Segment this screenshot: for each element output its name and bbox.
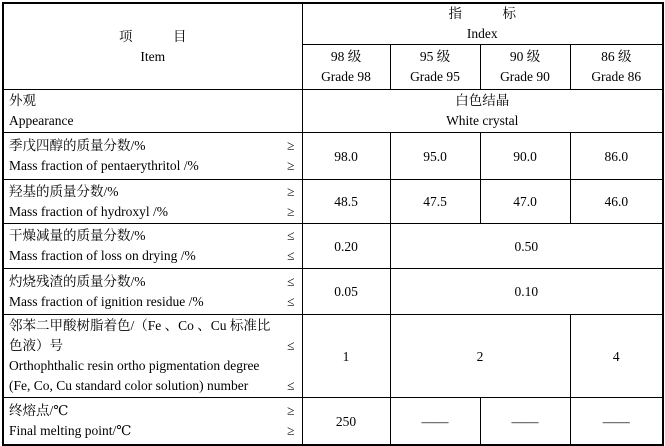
value-cell: 95.0 (390, 133, 480, 180)
pigmentation-label-zh: 邻苯二甲酸树脂着色/（Fe 、Co 、Cu 标准比色液）号 (9, 318, 271, 353)
grade-95-header-cell (390, 45, 480, 90)
gte-symbol: ≥ (287, 403, 295, 418)
appearance-value-en: White crystal (446, 113, 519, 128)
grade-90-zh: 90 级 (509, 49, 541, 64)
pentaerythritol-label-en: Mass fraction of pentaerythritol /% (9, 158, 199, 173)
value-cell: 46.0 (570, 180, 663, 224)
loss-on-drying-label-zh: 干燥减量的质量分数/% (9, 228, 146, 243)
lte-symbol: ≤ (287, 293, 295, 309)
grade-90-header-cell (480, 45, 570, 90)
grade-90-en: Grade 90 (500, 69, 550, 84)
value-cell: 250 (302, 398, 390, 446)
value-cell-merged: 0.10 (390, 269, 663, 315)
lte-symbol: ≤ (287, 248, 295, 263)
ignition-residue-label-en: Mass fraction of ignition residue /% (9, 293, 204, 309)
appearance-label-zh: 外观 (9, 93, 36, 108)
appearance-label-en: Appearance (9, 113, 74, 128)
grade-86-header-cell (570, 45, 663, 90)
gte-symbol: ≥ (287, 423, 295, 438)
lte-symbol: ≤ (287, 378, 295, 393)
spec-table (2, 2, 664, 446)
value-cell-dash: —— (480, 398, 570, 446)
value-cell: 90.0 (480, 133, 570, 180)
row-label-loss-on-drying (3, 224, 302, 269)
grade-86-zh: 86 级 (601, 49, 632, 64)
final-melting-point-label-en: Final melting point/℃ (9, 423, 132, 438)
value-cell: 47.0 (480, 180, 570, 224)
loss-on-drying-label-en: Mass fraction of loss on drying /% (9, 248, 196, 263)
hydroxyl-label-en: Mass fraction of hydroxyl /% (9, 203, 168, 219)
grade-98-zh: 98 级 (330, 49, 362, 64)
value-cell: 0.05 (302, 269, 390, 315)
index-header-cell (302, 3, 663, 45)
value-cell-merged: 0.50 (390, 224, 663, 269)
final-melting-point-label-zh: 终熔点/℃ (9, 403, 69, 418)
lte-symbol: ≤ (287, 228, 295, 243)
item-header-en: Item (140, 48, 166, 64)
gte-symbol: ≥ (287, 183, 295, 199)
grade-95-zh: 95 级 (419, 49, 451, 64)
value-cell-dash: —— (570, 398, 663, 446)
pentaerythritol-label-zh: 季戊四醇的质量分数/% (9, 138, 146, 153)
appearance-value-cell (302, 90, 663, 133)
row-label-pigmentation (3, 315, 302, 398)
row-label-appearance (3, 90, 302, 133)
value-cell-dash: —— (390, 398, 480, 446)
grade-95-en: Grade 95 (410, 69, 460, 84)
index-header-en: Index (466, 26, 498, 41)
value-cell-merged: 2 (390, 315, 570, 398)
item-header-zh: 项 目 (119, 28, 187, 44)
hydroxyl-label-zh: 羟基的质量分数/% (9, 183, 119, 199)
value-cell: 0.20 (302, 224, 390, 269)
grade-98-en: Grade 98 (321, 69, 371, 84)
gte-symbol: ≥ (287, 158, 295, 173)
grade-98-header-cell (302, 45, 390, 90)
value-cell: 1 (302, 315, 390, 398)
gte-symbol: ≥ (287, 203, 295, 219)
ignition-residue-label-zh: 灼烧残渣的质量分数/% (9, 273, 146, 289)
item-header-cell (3, 3, 302, 90)
value-cell: 98.0 (302, 133, 390, 180)
row-label-pentaerythritol (3, 133, 302, 180)
row-label-hydroxyl (3, 180, 302, 224)
lte-symbol: ≤ (287, 338, 295, 353)
row-label-final-melting-point (3, 398, 302, 446)
grade-86-en: Grade 86 (591, 69, 642, 84)
index-header-zh: 指 标 (448, 6, 516, 21)
value-cell: 48.5 (302, 180, 390, 224)
value-cell: 4 (570, 315, 663, 398)
pigmentation-label-en: Orthophthalic resin ortho pigmentation degree (Fe, Co, Cu standard color solution) number (9, 358, 260, 393)
row-label-ignition-residue (3, 269, 302, 315)
gte-symbol: ≥ (287, 138, 295, 153)
value-cell: 47.5 (390, 180, 480, 224)
appearance-value-zh: 白色结晶 (455, 93, 510, 108)
lte-symbol: ≤ (287, 273, 295, 289)
value-cell: 86.0 (570, 133, 663, 180)
